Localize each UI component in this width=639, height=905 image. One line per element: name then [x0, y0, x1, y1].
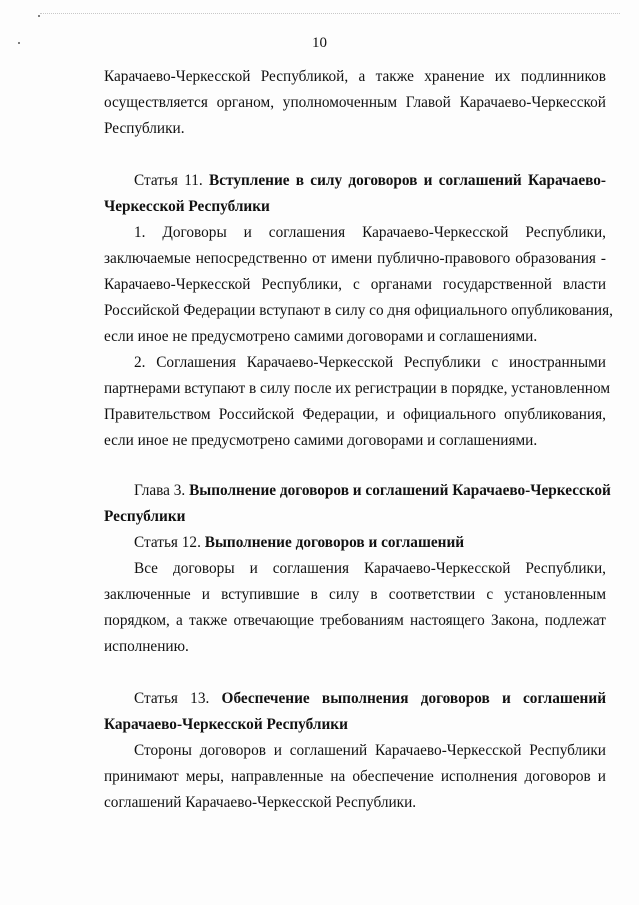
- text-line: Правительством Российской Федерации, и официального опубликования,: [104, 406, 606, 423]
- intro-paragraph: [104, 64, 606, 142]
- text-line: принимают меры, направленные на обеспечение исполнения договоров и: [104, 768, 606, 785]
- text-line: если иное не предусмотрено самими договорами и соглашениями.: [104, 432, 538, 449]
- article-prefix: Статья 11.: [134, 172, 203, 189]
- article-prefix: Статья 13.: [134, 690, 210, 707]
- article-13-heading: [104, 686, 606, 738]
- heading-line: [104, 530, 606, 556]
- text-line: если иное не предусмотрено самими договорами и соглашениями.: [104, 328, 538, 345]
- scan-speck: [38, 15, 40, 17]
- text-line: Стороны договоров и соглашений Карачаево-Черкесской Республики: [134, 742, 606, 759]
- text-line: партнерами вступают в силу после их регистрации в порядке, установленном: [104, 380, 611, 397]
- article-11-paragraph-1: [104, 220, 613, 350]
- text-line: Все договоры и соглашения Карачаево-Черкесской Республики,: [134, 560, 606, 577]
- text-line: исполнению.: [104, 638, 189, 655]
- heading-line: [104, 478, 611, 504]
- text-line: Российской Федерации вступают в силу со дня официального опубликования,: [104, 302, 613, 319]
- heading-line: [104, 168, 606, 194]
- article-title: Вступление в силу договоров и соглашений Карачаево-: [209, 172, 607, 189]
- article-12-paragraph: [104, 556, 606, 660]
- text-line: 1. Договоры и соглашения Карачаево-Черкесской Республики,: [134, 224, 606, 241]
- page-number: 10: [312, 35, 327, 51]
- article-title: Выполнение договоров и соглашений: [204, 534, 465, 551]
- article-title-cont: Карачаево-Черкесской Республики: [104, 716, 348, 733]
- article-prefix: Статья 12.: [134, 534, 201, 551]
- text-line: Карачаево-Черкесской Республики, с органами государственной власти: [104, 276, 606, 293]
- text-line: заключенные и вступившие в силу в соответствии с установленным: [104, 586, 606, 603]
- article-11-paragraph-2: [104, 350, 611, 454]
- text-line: порядком, а также отвечающие требованиям настоящего Закона, подлежат: [104, 612, 606, 629]
- heading-line: [104, 194, 606, 220]
- chapter-3-heading: [104, 478, 611, 530]
- article-13-paragraph: [104, 738, 606, 816]
- text-line: заключаемые непосредственно от имени публично-правового образования -: [104, 250, 606, 267]
- article-title: Обеспечение выполнения договоров и соглашений: [221, 690, 607, 707]
- chapter-prefix: Глава 3.: [134, 482, 186, 499]
- text-line: 2. Соглашения Карачаево-Черкесской Республики с иностранными: [134, 354, 606, 371]
- heading-line: [104, 504, 606, 530]
- article-11-heading: [104, 168, 606, 220]
- text-line: Республики.: [104, 120, 185, 137]
- article-12-heading: [104, 530, 606, 556]
- heading-line: [104, 686, 606, 712]
- text-line: Карачаево-Черкесской Республикой, а также хранение их подлинников: [104, 68, 606, 85]
- heading-line: [104, 712, 606, 738]
- article-title-cont: Черкесской Республики: [104, 198, 270, 215]
- text-line: осуществляется органом, уполномоченным Главой Карачаево-Черкесской: [104, 94, 606, 111]
- chapter-title: Выполнение договоров и соглашений Карачаево-Черкесской: [189, 482, 611, 499]
- chapter-title-cont: Республики: [104, 508, 186, 525]
- text-line: соглашений Карачаево-Черкесской Республики.: [104, 794, 417, 811]
- scan-artifact-line: [40, 13, 620, 15]
